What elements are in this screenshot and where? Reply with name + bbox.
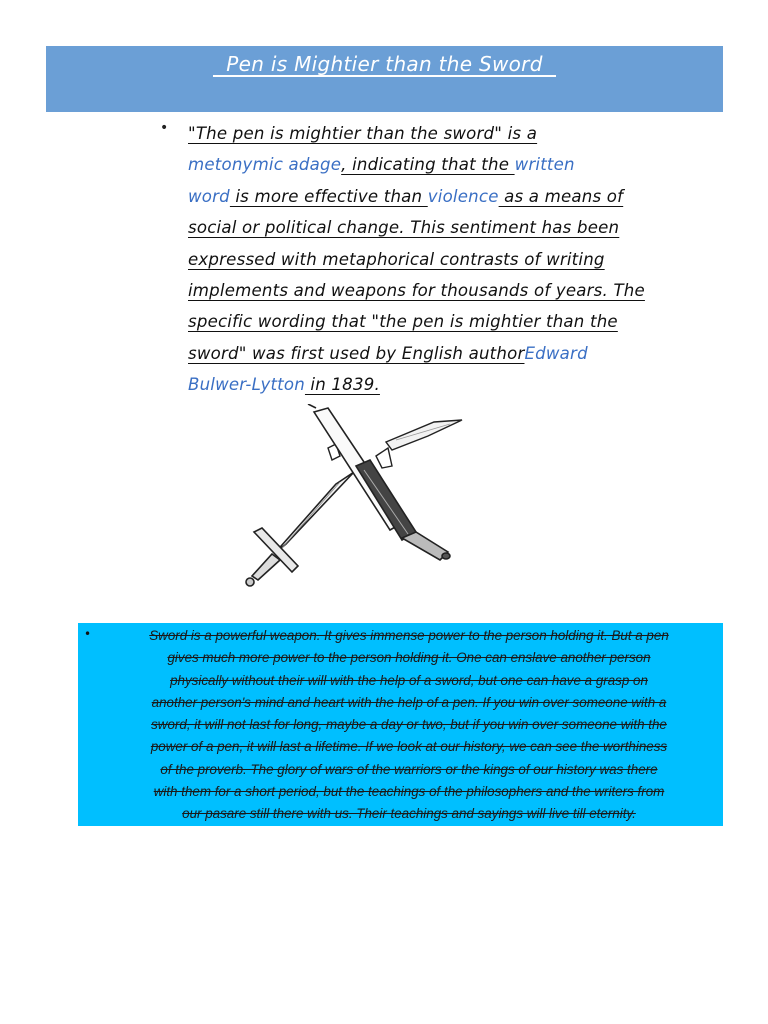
quote-line-1 bbox=[188, 118, 728, 149]
quote-line-6: implements and weapons for thousands of years. The bbox=[188, 281, 645, 301]
essay-line: power of a pen, it will last a lifetime. If we look at our history, we can see the worthiness bbox=[150, 739, 668, 755]
quote-line-9 bbox=[188, 369, 728, 400]
essay-line: of the proverb. The glory of wars of the warriors or the kings of our history was there bbox=[160, 761, 658, 777]
essay-line: sword, it will not last for long, maybe a day or two, but if you win over someone with the bbox=[151, 717, 667, 733]
essay-line: physically without their will with the help of a sword, but one can have a grasp on bbox=[170, 672, 648, 688]
link-violence[interactable]: violence bbox=[427, 186, 499, 206]
link-written-word-2[interactable]: word bbox=[188, 186, 230, 206]
quote-line-8 bbox=[188, 338, 728, 369]
quote-line-3 bbox=[188, 181, 728, 212]
link-written-word[interactable]: written bbox=[514, 155, 575, 175]
quote-text: sword" was first used by English author bbox=[188, 343, 525, 363]
essay-line: our pasare still there with us. Their teachings and sayings will live till eternity. bbox=[182, 806, 636, 822]
sword-icon bbox=[246, 472, 354, 586]
link-metonymic-adage[interactable]: metonymic adage bbox=[188, 155, 342, 175]
quote-text: is more effective than bbox=[229, 186, 428, 206]
quote-text: as a means of bbox=[498, 186, 624, 206]
quote-line-2 bbox=[188, 149, 728, 180]
page-title-text: Pen is Mightier than the Sword bbox=[212, 52, 557, 76]
title-banner bbox=[46, 46, 723, 112]
quote-text: "The pen is mightier than the sword" is a bbox=[188, 124, 538, 143]
quote-text: , indicating that the bbox=[341, 155, 515, 175]
quote-text: in 1839. bbox=[304, 375, 380, 395]
quote-bullet: • bbox=[160, 120, 169, 136]
essay-line: another person's mind and heart with the help of a pen. If you win over someone with a bbox=[151, 694, 667, 710]
essay-line: Sword is a powerful weapon. It gives immense power to the person holding it. But a pen bbox=[149, 628, 669, 643]
quote-paragraph bbox=[188, 118, 728, 401]
essay-line: with them for a short period, but the teachings of the philosophers and the writers from bbox=[153, 784, 665, 800]
essay-line: gives much more power to the person holding it. One can enslave another person bbox=[167, 650, 651, 666]
page-title bbox=[46, 52, 723, 76]
crossed-pen-sword-icon bbox=[236, 404, 526, 594]
quote-line-5: expressed with metaphorical contrasts of writing bbox=[188, 249, 605, 269]
quote-line-4: social or political change. This sentiment has been bbox=[188, 218, 620, 238]
link-edward-bulwer-lytton[interactable]: Edward bbox=[524, 343, 588, 363]
link-bulwer-lytton[interactable]: Bulwer-Lytton bbox=[188, 375, 305, 395]
quote-line-7: specific wording that "the pen is mightier than the bbox=[188, 312, 618, 332]
essay-paragraph bbox=[98, 625, 720, 826]
essay-bullet: • bbox=[84, 627, 92, 641]
